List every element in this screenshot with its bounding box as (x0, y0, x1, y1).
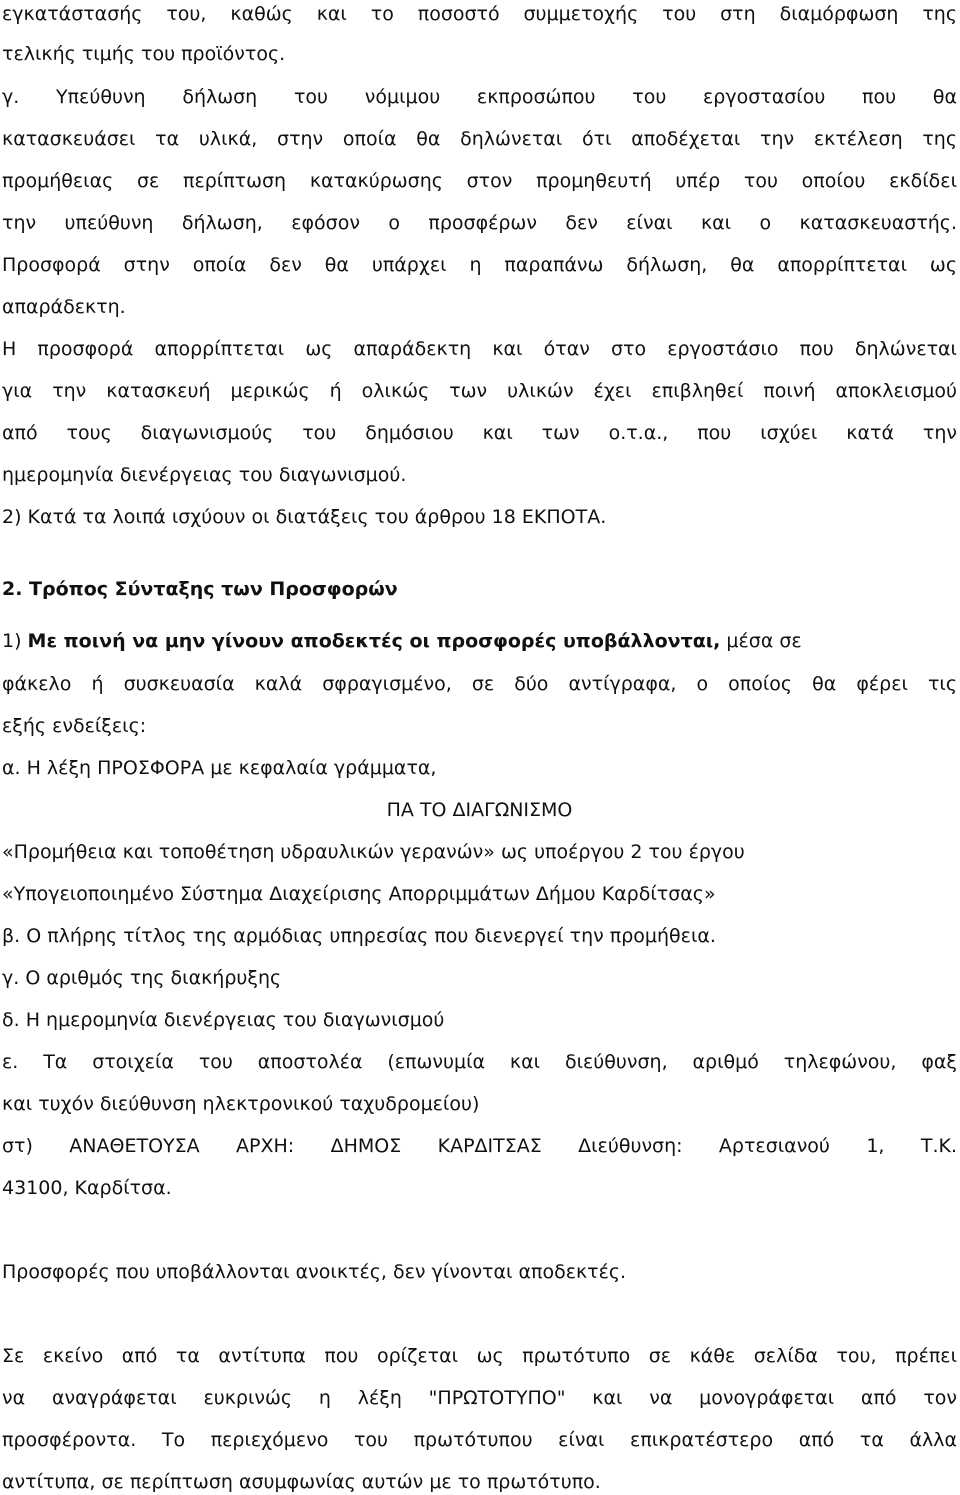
section-heading: 2. Τρόπος Σύνταξης των Προσφορών (2, 578, 398, 600)
text-line: στ) ΑΝΑΘΕΤΟΥΣΑ ΑΡΧΗ: ΔΗΜΟΣ ΚΑΡΔΙΤΣΑΣ Διεύθυνση: Αρτεσιανού 1, Τ.Κ. (2, 1135, 957, 1157)
text-line: ε. Τα στοιχεία του αποστολέα (επωνυμία και διεύθυνση, αριθμό τηλεφώνου, φαξ (2, 1051, 957, 1073)
text-line: προσφέροντα. Το περιεχόμενο του πρωτότυπου είναι επικρατέστερο από τα άλλα (2, 1429, 957, 1451)
bold-requirement: Με ποινή να μην γίνουν αποδεκτές οι προσφορές υποβάλλονται, (27, 630, 721, 652)
text-line: Προσφορά στην οποία δεν θα υπάρχει η παραπάνω δήλωση, θα απορρίπτεται ως (2, 254, 957, 276)
text-line: από τους διαγωνισμούς του δημόσιου και των ο.τ.α., που ισχύει κατά την (2, 422, 957, 444)
text-line: αντίτυπα, σε περίπτωση ασυμφωνίας αυτών με το πρωτότυπο. (2, 1471, 601, 1493)
text-line: την υπεύθυνη δήλωση, εφόσον ο προσφέρων δεν είναι και ο κατασκευαστής. (2, 212, 957, 234)
text-line: γ. Υπεύθυνη δήλωση του νόμιμου εκπροσώπου του εργοστασίου που θα (2, 86, 957, 108)
text-line: 2) Κατά τα λοιπά ισχύουν οι διατάξεις του άρθρου 18 ΕΚΠΟΤΑ. (2, 506, 607, 528)
list-number: 1) (2, 630, 28, 652)
text-line: «Προμήθεια και τοποθέτηση υδραυλικών γερανών» ως υποέργου 2 του έργου (2, 841, 745, 863)
text-line: Η προσφορά απορρίπτεται ως απαράδεκτη και όταν στο εργοστάσιο που δηλώνεται (2, 338, 957, 360)
text-line (2, 629, 957, 653)
text-line: τελικής τιμής του προϊόντος. (2, 43, 286, 65)
centered-line: ΠΑ ΤΟ ΔΙΑΓΩΝΙΣΜΟ (386, 799, 573, 821)
text-line: «Υπογειοποιημένο Σύστημα Διαχείρισης Απορριμμάτων Δήμου Καρδίτσας» (2, 883, 716, 905)
text-line: ημερομηνία διενέργειας του διαγωνισμού. (2, 464, 407, 486)
text-line: δ. Η ημερομηνία διενέργειας του διαγωνισμού (2, 1009, 445, 1031)
text-fragment: μέσα σε (720, 630, 802, 652)
text-line: α. Η λέξη ΠΡΟΣΦΟΡΑ με κεφαλαία γράμματα, (2, 757, 437, 779)
text-line: β. Ο πλήρης τίτλος της αρμόδιας υπηρεσίας που διενεργεί την προμήθεια. (2, 925, 716, 947)
text-line: απαράδεκτη. (2, 296, 126, 318)
text-line: φάκελο ή συσκευασία καλά σφραγισμένο, σε δύο αντίγραφα, ο οποίος θα φέρει τις (2, 673, 957, 695)
text-line: και τυχόν διεύθυνση ηλεκτρονικού ταχυδρομείου) (2, 1093, 480, 1115)
text-line: 43100, Καρδίτσα. (2, 1177, 172, 1199)
text-line: γ. Ο αριθμός της διακήρυξης (2, 967, 282, 989)
text-line: εγκατάστασής του, καθώς και το ποσοστό συμμετοχής του στη διαμόρφωση της (2, 3, 957, 25)
text-line: για την κατασκευή μερικώς ή ολικώς των υλικών έχει επιβληθεί ποινή αποκλεισμού (2, 380, 957, 402)
text-line: κατασκευάσει τα υλικά, στην οποία θα δηλώνεται ότι αποδέχεται την εκτέλεση της (2, 128, 957, 150)
text-line: εξής ενδείξεις: (2, 715, 147, 737)
text-line: Προσφορές που υποβάλλονται ανοικτές, δεν γίνονται αποδεκτές. (2, 1261, 627, 1283)
text-line: Σε εκείνο από τα αντίτυπα που ορίζεται ως πρωτότυπο σε κάθε σελίδα του, πρέπει (2, 1345, 957, 1367)
text-line: να αναγράφεται ευκρινώς η λέξη "ΠΡΩΤΟΤΥΠΟ" και να μονογράφεται από τον (2, 1387, 957, 1409)
text-line: προμήθειας σε περίπτωση κατακύρωσης στον προμηθευτή υπέρ του οποίου εκδίδει (2, 170, 957, 192)
